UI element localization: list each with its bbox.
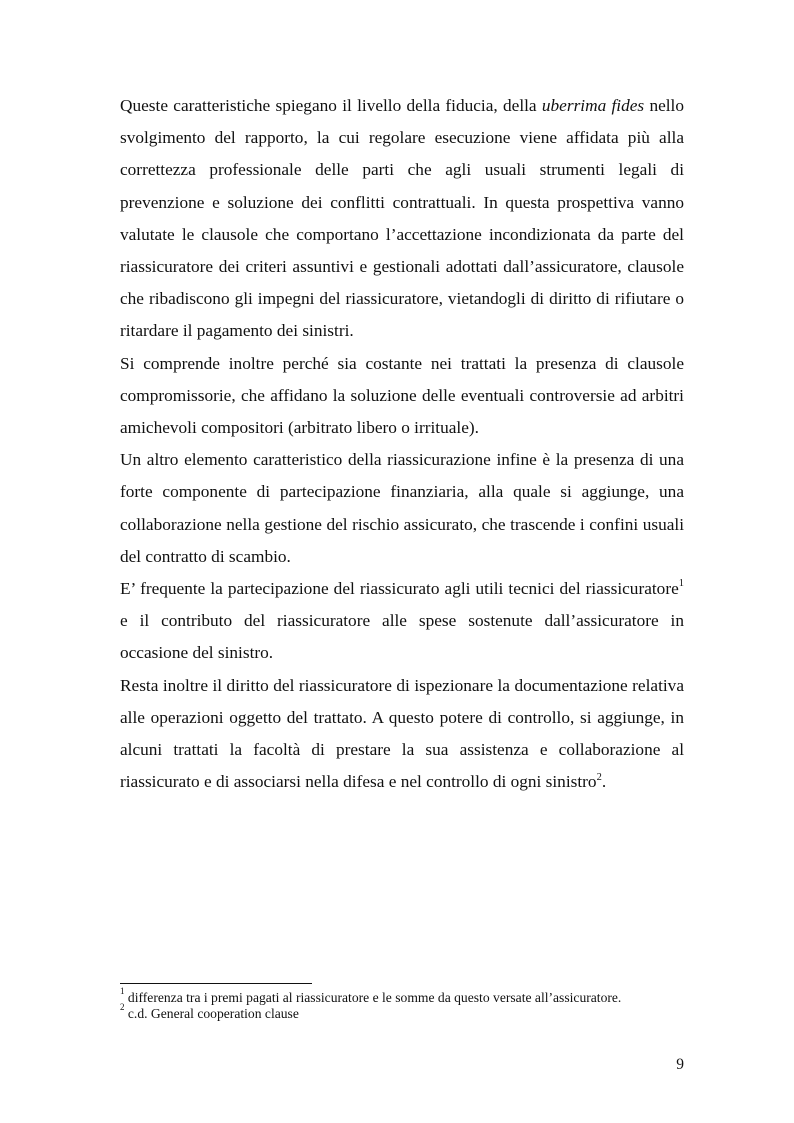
paragraph-1-text-b: nello svolgimento del rapporto, la cui regolare esecuzione viene affidata più alla correttezza professionale delle parti che agli usuali strumenti legali di prevenzione e soluzione dei conflitti contrattuali. In questa prospettiva vanno valutate le clausole che comportano l’accettazione incondizionata da parte del riassicuratore dei criteri assuntivi e gestionali adottati dall’assicuratore, clausole che ribadiscono gli impegni del riassicuratore, vietandogli di diritto di rifiutare o ritardare il pagamento dei sinistri. [120, 96, 685, 341]
paragraph-5 [120, 670, 684, 799]
footnote-2-number: 2 [120, 1002, 125, 1013]
paragraph-4-text-b: e il contributo del riassicuratore alle spese sostenute dall’assicuratore in occasione del sinistro. [120, 611, 684, 663]
footnote-reference-1: 1 [678, 578, 684, 590]
paragraph-2: Si comprende inoltre perché sia costante nei trattati la presenza di clausole compromissorie, che affidano la soluzione delle eventuali controversie ad arbitri amichevoli compositori (arbitrato libero o irrituale). [120, 353, 684, 438]
paragraph-5-text-b: . [601, 772, 607, 792]
footnotes [120, 986, 684, 1021]
paragraph-4-text-a: E’ frequente la partecipazione del riassicurato agli utili tecnici del riassicuratore [120, 579, 679, 599]
footnote-separator [120, 983, 312, 984]
footnote-2 [120, 1002, 684, 1022]
paragraph-1 [120, 90, 684, 348]
footnote-reference-2: 2 [596, 771, 602, 783]
footnote-2-text: c.d. General cooperation clause [124, 1005, 299, 1021]
footnote-1 [120, 986, 684, 1006]
paragraph-3: Un altro elemento caratteristico della riassicurazione infine è la presenza di una forte componente di partecipazione finanziaria, alla quale si aggiunge, una collaborazione nella gestione del rischio assicurato, che trascende i confini usuali del contratto di scambio. [120, 450, 684, 566]
paragraph-5-text-a: Resta inoltre il diritto del riassicuratore di ispezionare la documentazione relativa alle operazioni oggetto del trattato. A questo potere di controllo, si aggiunge, in alcuni trattati la facoltà di prestare la sua assistenza e collaborazione al riassicurato e di associarsi nella difesa e nel controllo di ogni sinistro [120, 675, 684, 792]
main-body-text [120, 90, 684, 798]
footnote-1-number: 1 [120, 986, 125, 997]
footnote-1-text: differenza tra i premi pagati al riassicuratore e le somme da questo versate all’assicuratore. [124, 990, 622, 1005]
paragraph-4 [120, 573, 684, 670]
paragraph-1-text-a: Queste caratteristiche spiegano il livello della fiducia, della [120, 96, 542, 115]
page-number: 9 [676, 1056, 684, 1073]
latin-phrase: uberrima fides [541, 96, 645, 115]
